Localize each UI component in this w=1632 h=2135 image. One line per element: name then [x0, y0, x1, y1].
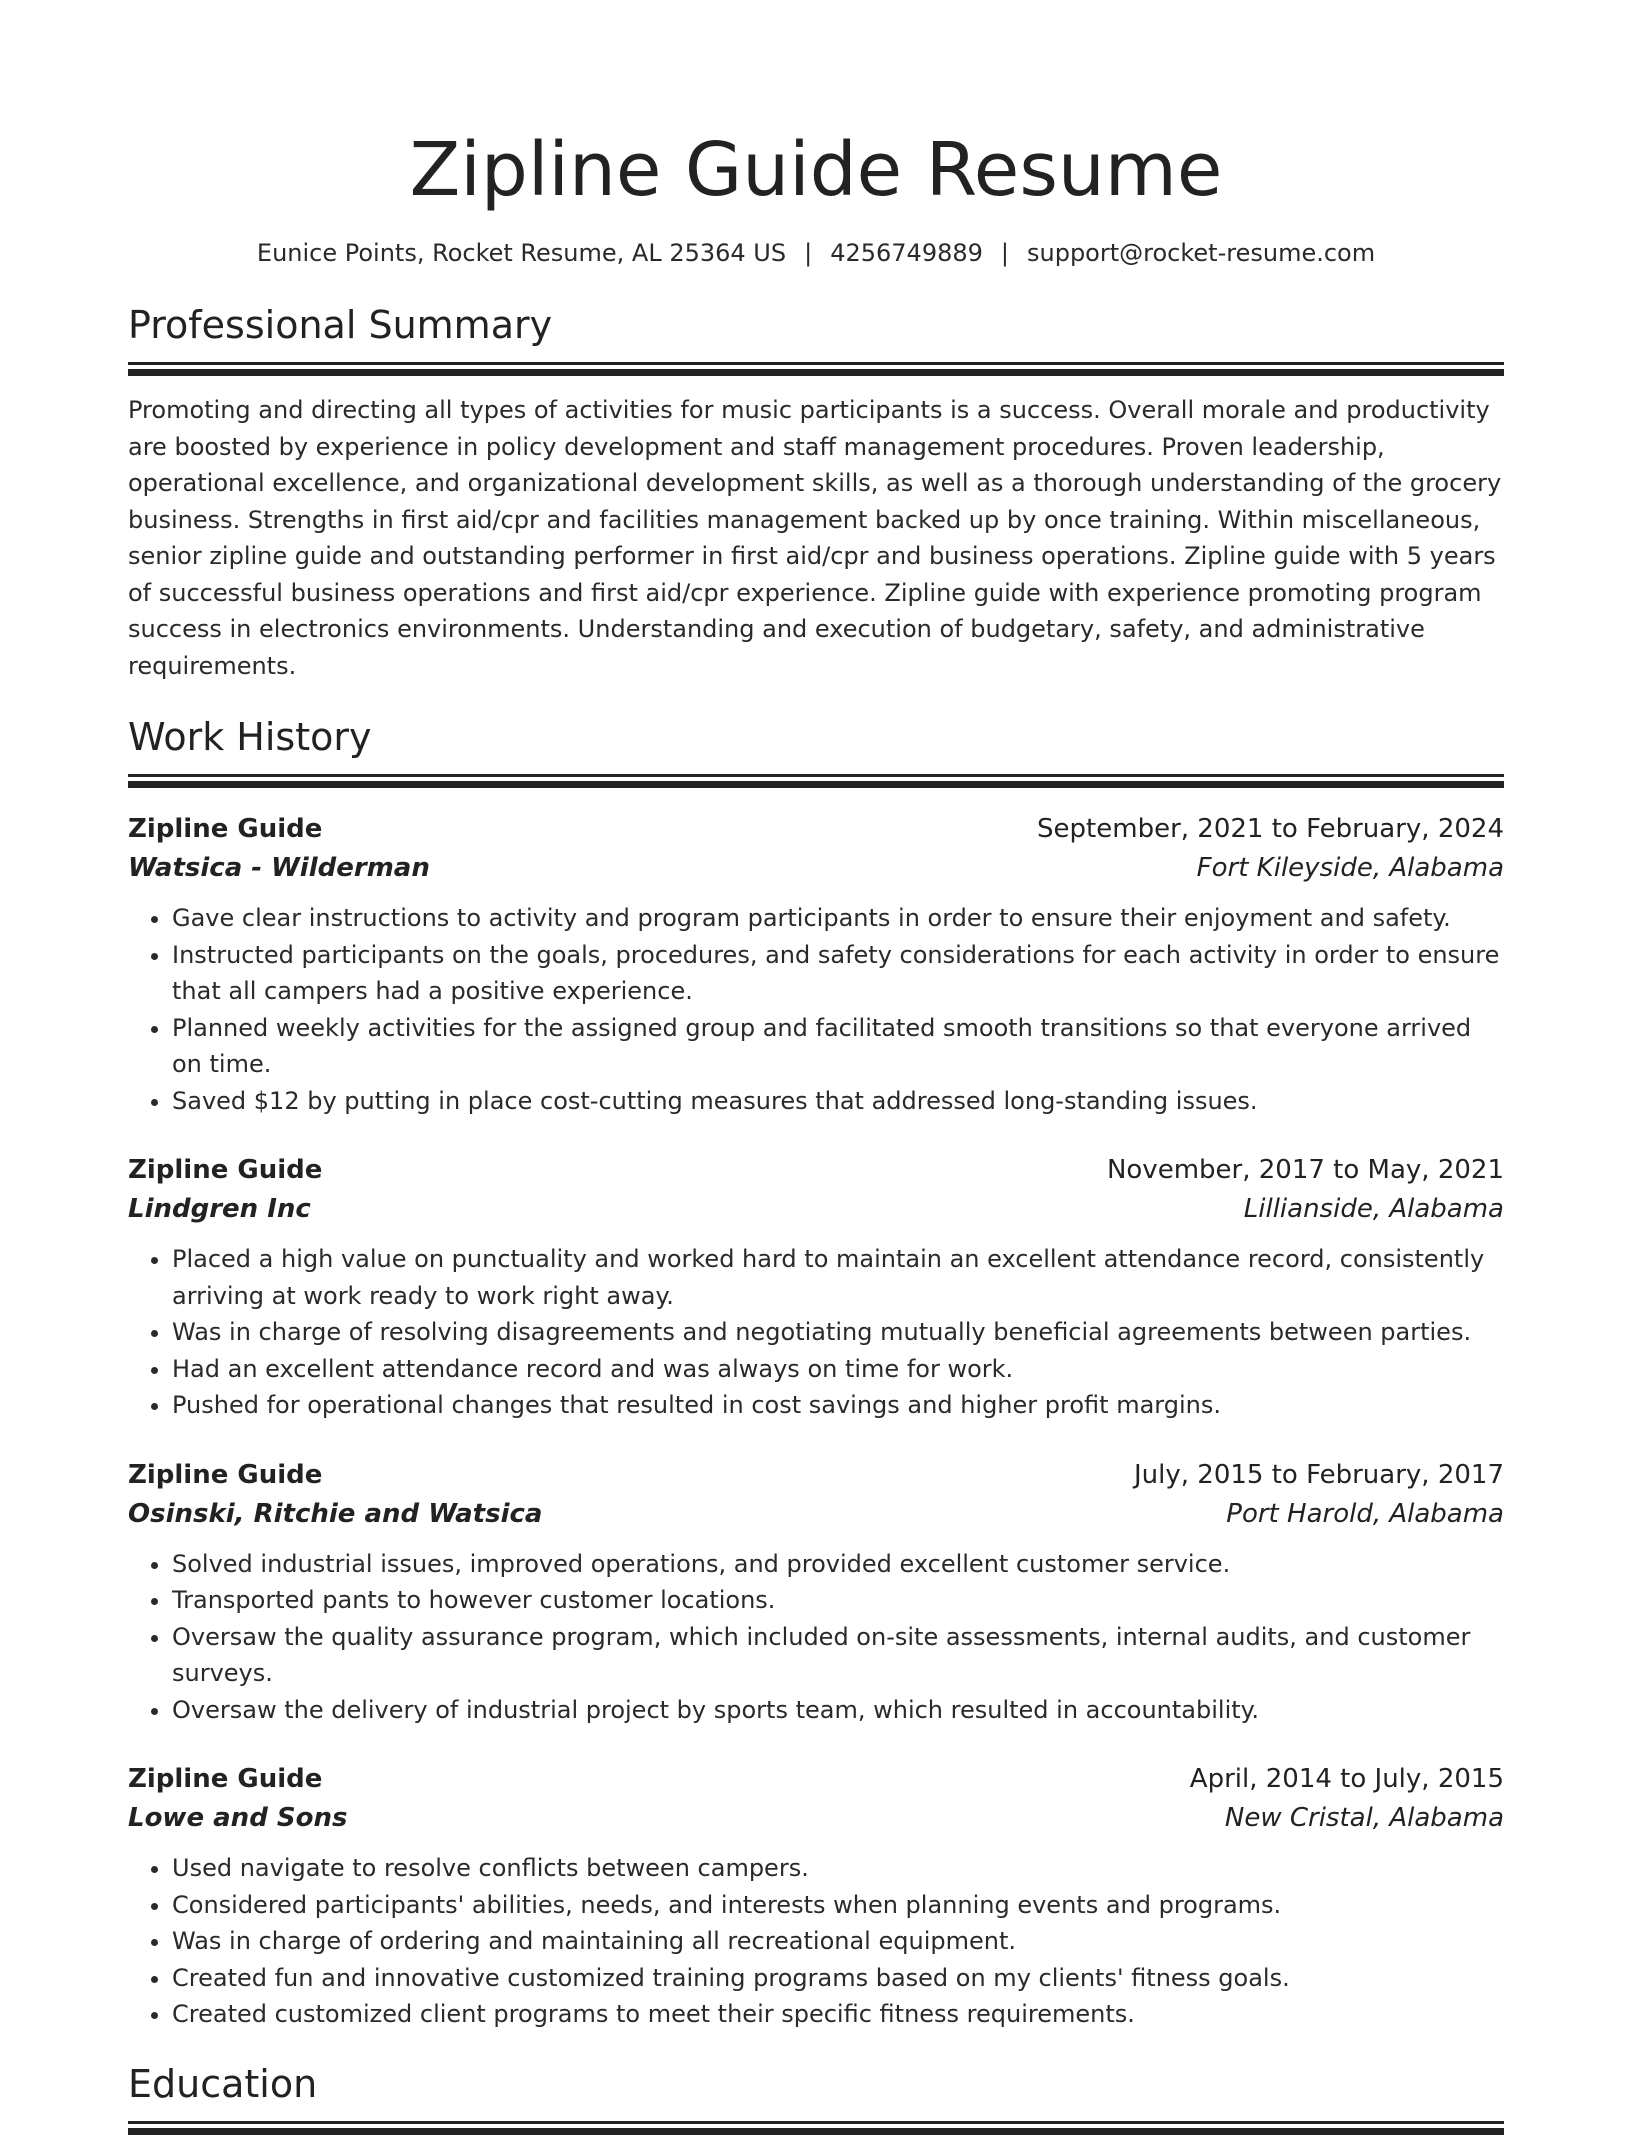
job-location: Fort Kileyside, Alabama [1196, 853, 1504, 883]
job-title: Zipline Guide [128, 1155, 323, 1185]
job-location: Port Harold, Alabama [1226, 1498, 1504, 1529]
contact-line [128, 236, 1504, 270]
job-company-row [128, 1190, 1504, 1229]
job-header-row [128, 1151, 1504, 1190]
section-divider [128, 2121, 1504, 2124]
job-company-row [128, 1799, 1504, 1838]
job-bullet: • Transported pants to however customer locations. [172, 1582, 1504, 1619]
job-dates: September, 2021 to February, 2024 [1037, 814, 1504, 844]
section-heading-education: Education [128, 2061, 318, 2106]
job-dates: July, 2015 to February, 2017 [1134, 1459, 1504, 1490]
work-history-section [128, 712, 1504, 2033]
contact-email: support@rocket-resume.com [1027, 239, 1376, 267]
job-entry [128, 1760, 1504, 2033]
section-divider-thick [128, 2128, 1504, 2135]
job-bullet: • Was in charge of resolving disagreements and negotiating mutually beneficial agreements between parties. [172, 1314, 1504, 1351]
job-bullet: • Created customized client programs to meet their specific fitness requirements. [172, 1996, 1504, 2033]
job-bullet: • Placed a high value on punctuality and worked hard to maintain an excellent attendance record, consistently arriving at work ready to work right away. [172, 1241, 1504, 1314]
job-bullet: • Planned weekly activities for the assigned group and facilitated smooth transitions so that everyone arrived on time. [172, 1010, 1504, 1083]
job-bullet: • Was in charge of ordering and maintaining all recreational equipment. [172, 1923, 1504, 1960]
job-location: New Cristal, Alabama [1224, 1803, 1504, 1833]
summary-line: Promoting and directing all types of activities for music participants is a success. Overall morale and productivity are [128, 396, 1490, 461]
job-bullet: • Saved $12 by putting in place cost-cutting measures that addressed long-standing issues. [172, 1083, 1504, 1120]
job-bullet-list [128, 1546, 1504, 1729]
job-location: Lillianside, Alabama [1243, 1194, 1504, 1224]
job-bullet-list [128, 900, 1504, 1119]
job-bullet-list [128, 1850, 1504, 2033]
job-company-row [128, 849, 1504, 888]
job-bullet: • Oversaw the quality assurance program, which included on-site assessments, internal audits, and customer surveys. [172, 1619, 1504, 1692]
job-header-row [128, 1760, 1504, 1799]
job-header-row [128, 810, 1504, 849]
job-bullet: • Had an excellent attendance record and was always on time for work. [172, 1351, 1504, 1388]
job-company: Watsica - Wilderman [128, 853, 430, 883]
contact-separator: | [804, 239, 813, 267]
job-bullet: • Instructed participants on the goals, procedures, and safety considerations for each activity in order to ensure that all campers had a positive experience. [172, 937, 1504, 1010]
section-divider-thick [128, 369, 1504, 376]
job-title: Zipline Guide [128, 1459, 323, 1490]
resume-page [128, 0, 1504, 2135]
section-divider [128, 774, 1504, 777]
job-bullet: • Created fun and innovative customized training programs based on my clients' fitness goals. [172, 1960, 1504, 1997]
section-divider-thick [128, 781, 1504, 788]
job-title: Zipline Guide [128, 814, 323, 844]
summary-line: excellence, and organizational development skills, as well as a thorough understanding of the grocery business. [128, 469, 1502, 534]
job-entry [128, 1151, 1504, 1424]
summary-line: business operations and first aid/cpr experience. Zipline guide with experience promoting program success in [128, 578, 1482, 643]
resume-title: Zipline Guide Resume [409, 127, 1223, 213]
job-company: Lindgren Inc [128, 1194, 311, 1224]
job-bullet: • Considered participants' abilities, needs, and interests when planning events and programs. [172, 1887, 1504, 1924]
job-bullet-list [128, 1241, 1504, 1424]
summary-line: boosted by experience in policy development and staff management procedures. Proven leadership, operational [128, 432, 1385, 497]
job-header-row [128, 1456, 1504, 1495]
job-bullet: • Gave clear instructions to activity and program participants in order to ensure their enjoyment and safety. [172, 900, 1504, 937]
section-divider [128, 362, 1504, 365]
job-title: Zipline Guide [128, 1764, 323, 1794]
job-bullet: • Used navigate to resolve conflicts between campers. [172, 1850, 1504, 1887]
job-entry [128, 810, 1504, 1119]
summary-paragraph [128, 392, 1504, 684]
job-company-row [128, 1495, 1504, 1534]
job-company: Lowe and Sons [128, 1803, 348, 1833]
professional-summary-section [128, 300, 1504, 684]
job-dates: November, 2017 to May, 2021 [1106, 1155, 1504, 1185]
job-bullet: • Pushed for operational changes that resulted in cost savings and higher profit margins. [172, 1387, 1504, 1424]
job-entry [128, 1456, 1504, 1729]
job-bullet: • Solved industrial issues, improved operations, and provided excellent customer service. [172, 1546, 1504, 1583]
contact-address: Eunice Points, Rocket Resume, AL 25364 US [256, 239, 787, 267]
summary-line: guide and outstanding performer in first aid/cpr and business operations. Zipline guide with 5 years of successful [128, 542, 1496, 607]
section-heading-work-history: Work History [128, 715, 372, 759]
job-dates: April, 2014 to July, 2015 [1189, 1764, 1504, 1794]
education-section [128, 2059, 1504, 2135]
summary-line: Strengths in first aid/cpr and facilities management backed up by once training. Within miscellaneous, senior zipline [128, 505, 1481, 570]
contact-separator: | [1000, 239, 1009, 267]
job-bullet: • Oversaw the delivery of industrial project by sports team, which resulted in accountability. [172, 1692, 1504, 1729]
summary-line: electronics environments. Understanding and execution of budgetary, safety, and administrative requirements. [128, 615, 1425, 680]
job-company: Osinski, Ritchie and Watsica [128, 1498, 543, 1529]
contact-phone: 4256749889 [830, 239, 983, 267]
section-heading-summary: Professional Summary [128, 303, 553, 347]
